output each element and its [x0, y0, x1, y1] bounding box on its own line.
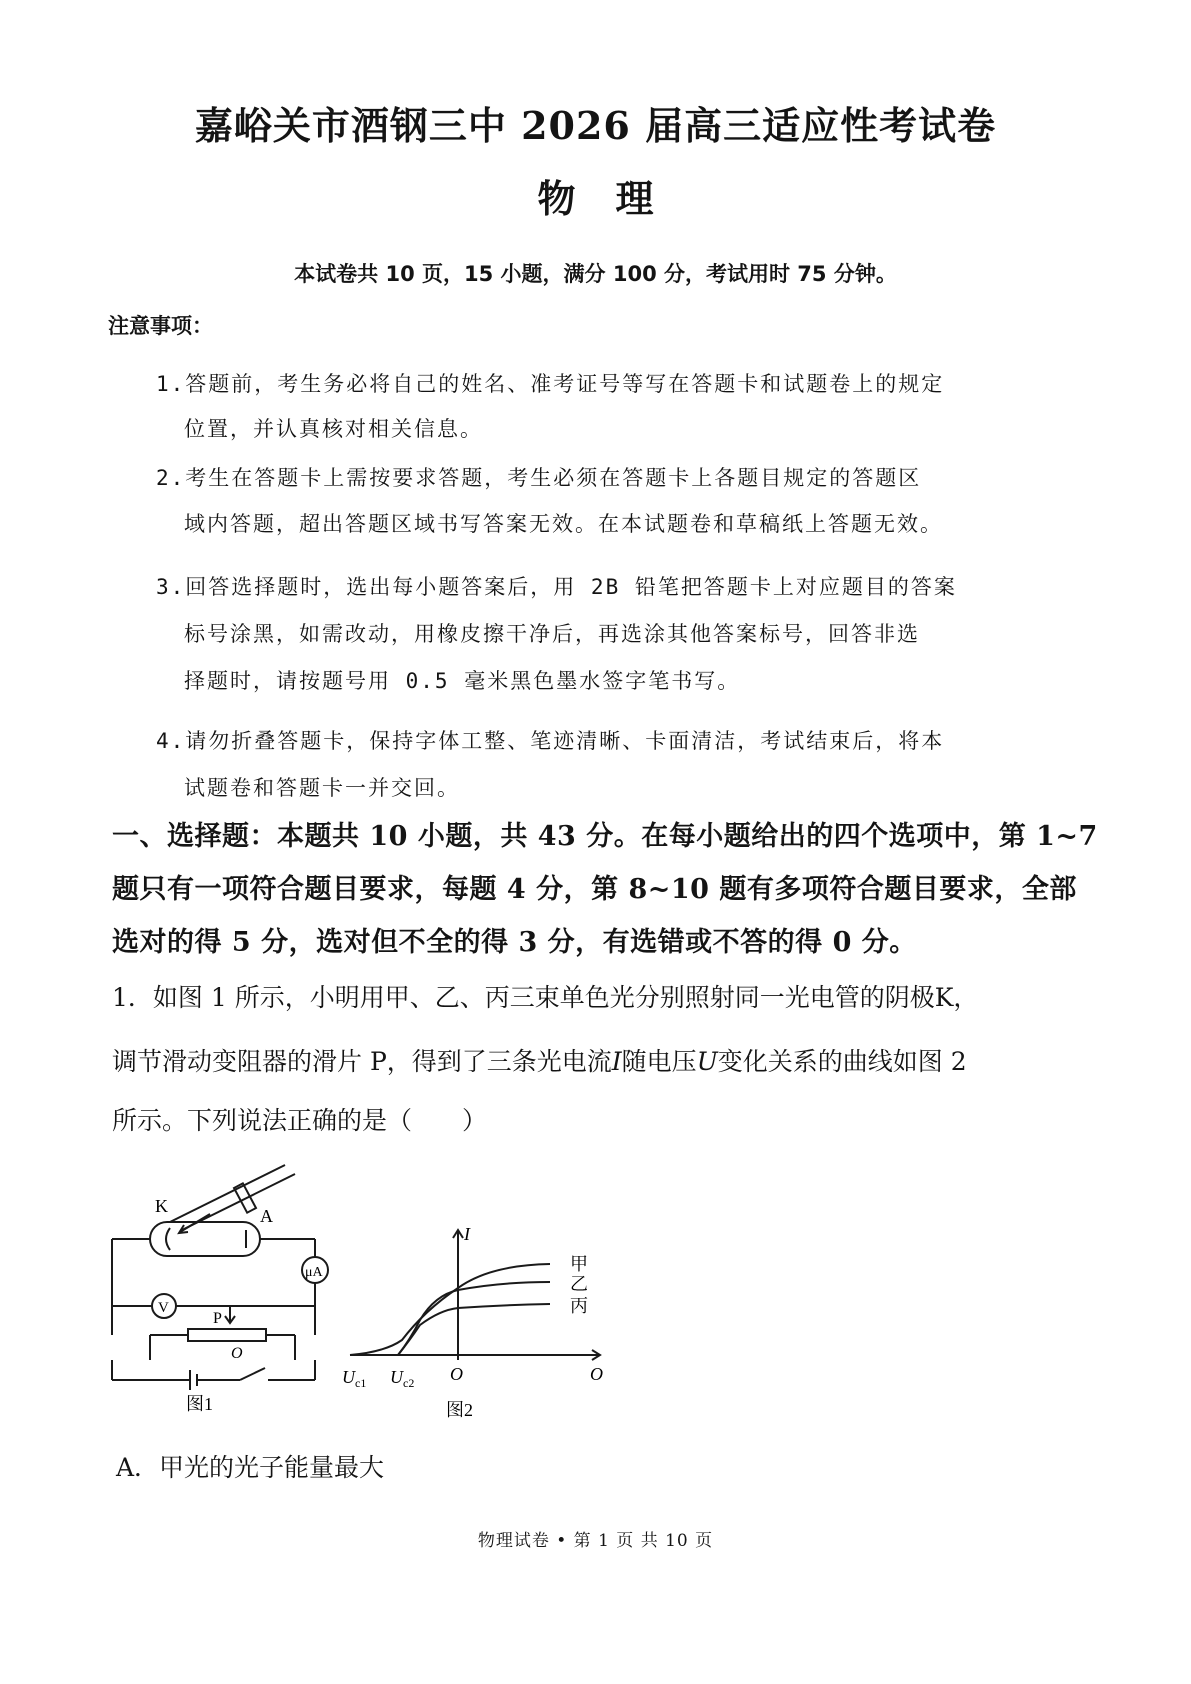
- notice-line: 1.答题前，考生务必将自己的姓名、准考证号等写在答题卡和试题卷上的规定: [156, 372, 945, 396]
- section-heading-line: 选对的得 5 分，选对但不全的得 3 分，有选错或不答的得 0 分。: [112, 927, 917, 958]
- label-a: A: [260, 1206, 273, 1226]
- exam-title: 嘉峪关市酒钢三中 2026 届高三适应性考试卷: [194, 103, 997, 148]
- curve-bing: [398, 1304, 550, 1355]
- notice-line: 位置，并认真核对相关信息。: [184, 417, 483, 441]
- figure-1-circuit: [100, 1160, 340, 1360]
- figure-1-caption: 图1: [186, 1394, 213, 1414]
- label-o: O: [231, 1345, 243, 1360]
- option-a: A．甲光的光子能量最大: [116, 1453, 385, 1482]
- figure-2-iu-curves: [340, 1220, 630, 1420]
- curve-yi: [398, 1282, 550, 1355]
- notice-line: 标号涂黑，如需改动，用橡皮擦干净后，再选涂其他答案标号，回答非选: [184, 622, 920, 646]
- question-1-line-2: 调节滑动变阻器的滑片 P，得到了三条光电流I随电压U变化关系的曲线如图 2: [112, 1047, 967, 1076]
- curve-label-yi: 乙: [570, 1274, 588, 1294]
- axis-i-label: I: [464, 1224, 470, 1244]
- notice-line: 试题卷和答题卡一并交回。: [184, 776, 460, 800]
- uc2-label: $U_{c2}$: [390, 1367, 415, 1390]
- figure-1-battery-switch: [100, 1360, 340, 1420]
- notices-heading: 注意事项：: [108, 314, 213, 338]
- notice-line: 择题时，请按题号用 0.5 毫米黑色墨水签字笔书写。: [184, 669, 741, 693]
- uc1-label: $U_{c1}$: [342, 1367, 367, 1390]
- label-voltmeter: V: [158, 1300, 169, 1316]
- notice-line: 域内答题，超出答题区域书写答案无效。在本试题卷和草稿纸上答题无效。: [184, 512, 943, 536]
- curve-label-jia: 甲: [570, 1254, 588, 1274]
- label-microammeter: μA: [305, 1265, 323, 1280]
- section-heading-line: 一、选择题：本题共 10 小题，共 43 分。在每小题给出的四个选项中，第 1~7: [112, 821, 1098, 852]
- section-heading-line: 题只有一项符合题目要求，每题 4 分，第 8~10 题有多项符合题目要求，全部: [112, 874, 1077, 905]
- origin-label: O: [450, 1364, 463, 1384]
- notice-line: 2.考生在答题卡上需按要求答题，考生必须在答题卡上各题目规定的答题区: [156, 466, 922, 490]
- exam-subject: 物理: [537, 176, 694, 221]
- page-footer: 物理试卷 • 第 1 页 共 10 页: [477, 1531, 714, 1551]
- notice-line: 3.回答选择题时，选出每小题答案后，用 2B 铅笔把答题卡上对应题目的答案: [156, 575, 957, 599]
- label-k: K: [155, 1196, 168, 1216]
- notice-line: 4.请勿折叠答题卡，保持字体工整、笔迹清晰、卡面清洁，考试结束后，将本: [156, 729, 945, 753]
- figure-2-caption: 图2: [446, 1400, 473, 1420]
- exam-intro: 本试卷共 10 页，15 小题，满分 100 分，考试用时 75 分钟。: [294, 262, 897, 286]
- question-1-line-1: 1．如图 1 所示，小明用甲、乙、丙三束单色光分别照射同一光电管的阴极K，: [112, 983, 979, 1012]
- axis-x-label: O: [590, 1364, 603, 1384]
- question-1-line-3: 所示。下列说法正确的是（ ）: [112, 1106, 488, 1135]
- label-p: P: [213, 1310, 222, 1327]
- curve-label-bing: 丙: [570, 1296, 588, 1316]
